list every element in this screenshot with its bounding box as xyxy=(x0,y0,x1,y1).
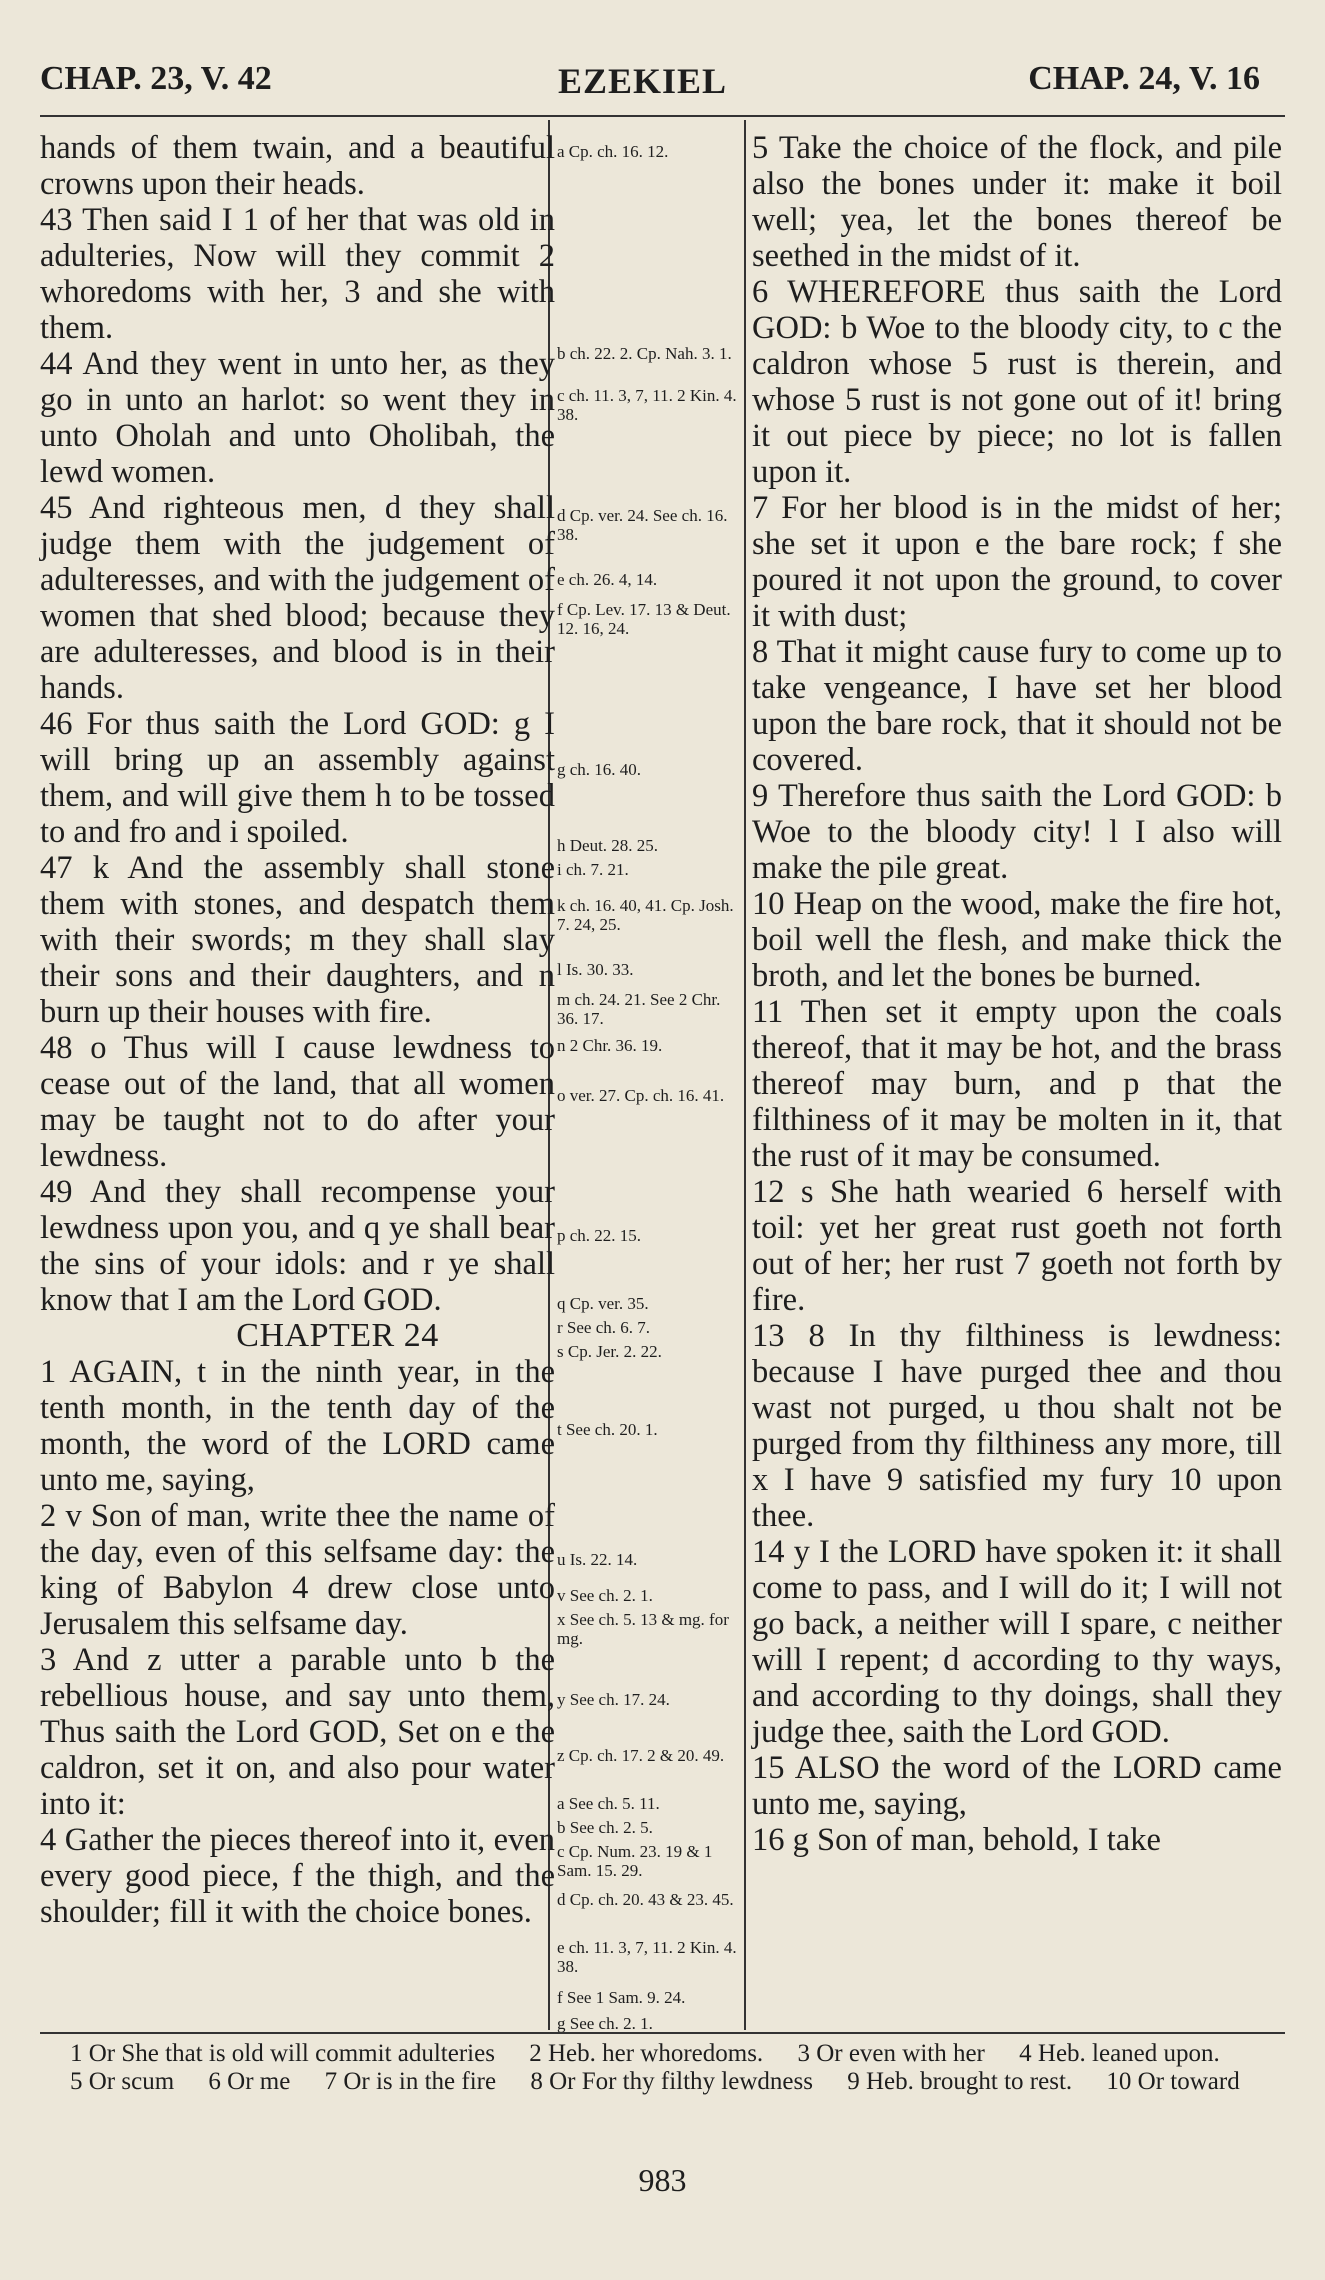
chapter-24-verse-14: 14 y I the LORD have spoken it: it shall come to pass, and I will do it; I will not go back, a neither will I spare, c neither will I repent; d according to thy ways, and according to thy doings, shall they judge thee, saith the Lord GOD. xyxy=(752,1534,1282,1750)
cross-reference: c ch. 11. 3, 7, 11. 2 Kin. 4. 38. xyxy=(557,386,737,424)
footnote: 9 Heb. brought to rest. xyxy=(847,2068,1073,2095)
chapter-24-verse-13: 13 8 In thy filthiness is lewdness: because I have purged thee and thou wast not purged, u thou shalt not be purged from thy filthiness any more, till x I have 9 satisfied my fury 10 upon thee. xyxy=(752,1318,1282,1534)
left-text-column xyxy=(40,130,555,1930)
column-divider-right xyxy=(744,120,746,2030)
header-left: CHAP. 23, V. 42 xyxy=(40,60,272,97)
cross-reference: e ch. 26. 4, 14. xyxy=(557,570,658,589)
verse-43: 43 Then said I 1 of her that was old in adulteries, Now will they commit 2 whoredoms with her, 3 and she with them. xyxy=(40,202,555,346)
footnote: 2 Heb. her whoredoms. xyxy=(529,2040,764,2067)
verse-42-end: hands of them twain, and a beautiful crowns upon their heads. xyxy=(40,130,555,202)
chapter-24-verse-1: 1 AGAIN, t in the ninth year, in the tenth month, in the tenth day of the month, the word of the LORD came unto me, saying, xyxy=(40,1354,555,1498)
cross-reference: a See ch. 5. 11. xyxy=(557,1794,660,1813)
cross-reference: l Is. 30. 33. xyxy=(557,960,634,979)
cross-reference: u Is. 22. 14. xyxy=(557,1550,638,1569)
cross-reference: b ch. 22. 2. Cp. Nah. 3. 1. xyxy=(557,344,732,363)
cross-reference: q Cp. ver. 35. xyxy=(557,1294,649,1313)
cross-reference: z Cp. ch. 17. 2 & 20. 49. xyxy=(557,1746,725,1765)
footnote-rule xyxy=(40,2032,1285,2034)
cross-reference: v See ch. 2. 1. xyxy=(557,1586,653,1605)
cross-reference: t See ch. 20. 1. xyxy=(557,1420,658,1439)
verse-46: 46 For thus saith the Lord GOD: g I will bring up an assembly against them, and will give them h to be tossed to and fro and i spoiled. xyxy=(40,706,555,850)
cross-reference: r See ch. 6. 7. xyxy=(557,1318,651,1337)
verse-45: 45 And righteous men, d they shall judge them with the judgement of adulteresses, and with the judgement of women that shed blood; because they are adulteresses, and blood is in their hands. xyxy=(40,490,555,706)
cross-reference: n 2 Chr. 36. 19. xyxy=(557,1036,663,1055)
chapter-24-verse-11: 11 Then set it empty upon the coals thereof, that it may be hot, and the brass thereof may burn, and p that the filthiness of it may be molten in it, that the rust of it may be consumed. xyxy=(752,994,1282,1174)
cross-reference: k ch. 16. 40, 41. Cp. Josh. 7. 24, 25. xyxy=(557,896,734,934)
cross-reference: g See ch. 2. 1. xyxy=(557,2014,653,2033)
cross-reference: i ch. 7. 21. xyxy=(557,860,629,879)
footnote: 1 Or She that is old will commit adulteries xyxy=(70,2040,495,2067)
chapter-24-verse-15: 15 ALSO the word of the LORD came unto me, saying, xyxy=(752,1750,1282,1822)
header-book-title: EZEKIEL xyxy=(557,61,728,101)
chapter-24-verse-2: 2 v Son of man, write thee the name of the day, even of this selfsame day: the king of Babylon 4 drew close unto Jerusalem this selfsame day. xyxy=(40,1498,555,1642)
footnote: 10 Or toward xyxy=(1106,2068,1240,2095)
verse-48: 48 o Thus will I cause lewdness to cease out of the land, that all women may be taught not to do after your lewdness. xyxy=(40,1030,555,1174)
verse-47: 47 k And the assembly shall stone them with stones, and despatch them with their swords; m they shall slay their sons and their daughters, and n burn up their houses with fire. xyxy=(40,850,555,1030)
chapter-24-verse-5: 5 Take the choice of the flock, and pile also the bones under it: make it boil well; yea, let the bones thereof be seethed in the midst of it. xyxy=(752,130,1282,274)
cross-reference: c Cp. Num. 23. 19 & 1 Sam. 15. 29. xyxy=(557,1842,713,1880)
header-right: CHAP. 24, V. 16 xyxy=(1028,60,1260,97)
footnotes xyxy=(70,2040,1300,2096)
chapter-24-verse-4: 4 Gather the pieces thereof into it, even every good piece, f the thigh, and the shoulder; fill it with the choice bones. xyxy=(40,1822,555,1930)
cross-reference: y See ch. 17. 24. xyxy=(557,1690,670,1709)
footnote: 6 Or me xyxy=(208,2068,291,2095)
chapter-24-verse-6: 6 WHEREFORE thus saith the Lord GOD: b Woe to the bloody city, to c the caldron whose 5 rust is therein, and whose 5 rust is not gone out of it! bring it out piece by piece; no lot is fallen upon it. xyxy=(752,274,1282,490)
cross-reference: b See ch. 2. 5. xyxy=(557,1818,653,1837)
cross-reference: x See ch. 5. 13 & mg. for mg. xyxy=(557,1610,729,1648)
cross-reference: f See 1 Sam. 9. 24. xyxy=(557,1988,686,2007)
cross-reference: s Cp. Jer. 2. 22. xyxy=(557,1342,662,1361)
cross-reference: h Deut. 28. 25. xyxy=(557,836,659,855)
cross-reference: f Cp. Lev. 17. 13 & Deut. 12. 16, 24. xyxy=(557,600,731,638)
chapter-heading: CHAPTER 24 xyxy=(236,1317,439,1354)
cross-reference: a Cp. ch. 16. 12. xyxy=(557,142,669,161)
footnote: 3 Or even with her xyxy=(797,2040,985,2067)
cross-reference: p ch. 22. 15. xyxy=(557,1226,642,1245)
chapter-24-verse-7: 7 For her blood is in the midst of her; she set it upon e the bare rock; f she poured it not upon the ground, to cover it with dust; xyxy=(752,490,1282,634)
cross-reference: d Cp. ver. 24. See ch. 16. 38. xyxy=(557,506,728,544)
cross-reference: e ch. 11. 3, 7, 11. 2 Kin. 4. 38. xyxy=(557,1938,737,1976)
footnote: 8 Or For thy filthy lewdness xyxy=(530,2068,813,2095)
chapter-24-verse-10: 10 Heap on the wood, make the fire hot, boil well the flesh, and make thick the broth, and let the bones be burned. xyxy=(752,886,1282,994)
cross-reference: o ver. 27. Cp. ch. 16. 41. xyxy=(557,1086,725,1105)
chapter-24-verse-12: 12 s She hath wearied 6 herself with toil: yet her great rust goeth not forth out of her; her rust 7 goeth not forth by fire. xyxy=(752,1174,1282,1318)
chapter-24-verse-8: 8 That it might cause fury to come up to take vengeance, I have set her blood upon the bare rock, that it should not be covered. xyxy=(752,634,1282,778)
chapter-24-verse-16: 16 g Son of man, behold, I take xyxy=(752,1822,1161,1858)
header-rule xyxy=(40,115,1285,117)
footnote: 7 Or is in the fire xyxy=(324,2068,497,2095)
cross-reference: m ch. 24. 21. See 2 Chr. 36. 17. xyxy=(557,990,721,1028)
chapter-24-verse-3: 3 And z utter a parable unto b the rebellious house, and say unto them, Thus saith the Lord GOD, Set on e the caldron, set it on, and also pour water into it: xyxy=(40,1642,555,1822)
verse-49: 49 And they shall recompense your lewdness upon you, and q ye shall bear the sins of your idols: and r ye shall know that I am the Lord GOD. xyxy=(40,1174,555,1318)
footnote: 4 Heb. leaned upon. xyxy=(1019,2040,1220,2067)
cross-reference: d Cp. ch. 20. 43 & 23. 45. xyxy=(557,1890,734,1909)
chapter-24-verse-9: 9 Therefore thus saith the Lord GOD: b Woe to the bloody city! l I also will make the pile great. xyxy=(752,778,1282,886)
verse-44: 44 And they went in unto her, as they go in unto an harlot: so went they in unto Oholah and unto Oholibah, the lewd women. xyxy=(40,346,555,490)
page-number: 983 xyxy=(638,2162,687,2198)
footnote: 5 Or scum xyxy=(70,2068,175,2095)
cross-reference: g ch. 16. 40. xyxy=(557,760,642,779)
right-text-column xyxy=(752,130,1282,1858)
